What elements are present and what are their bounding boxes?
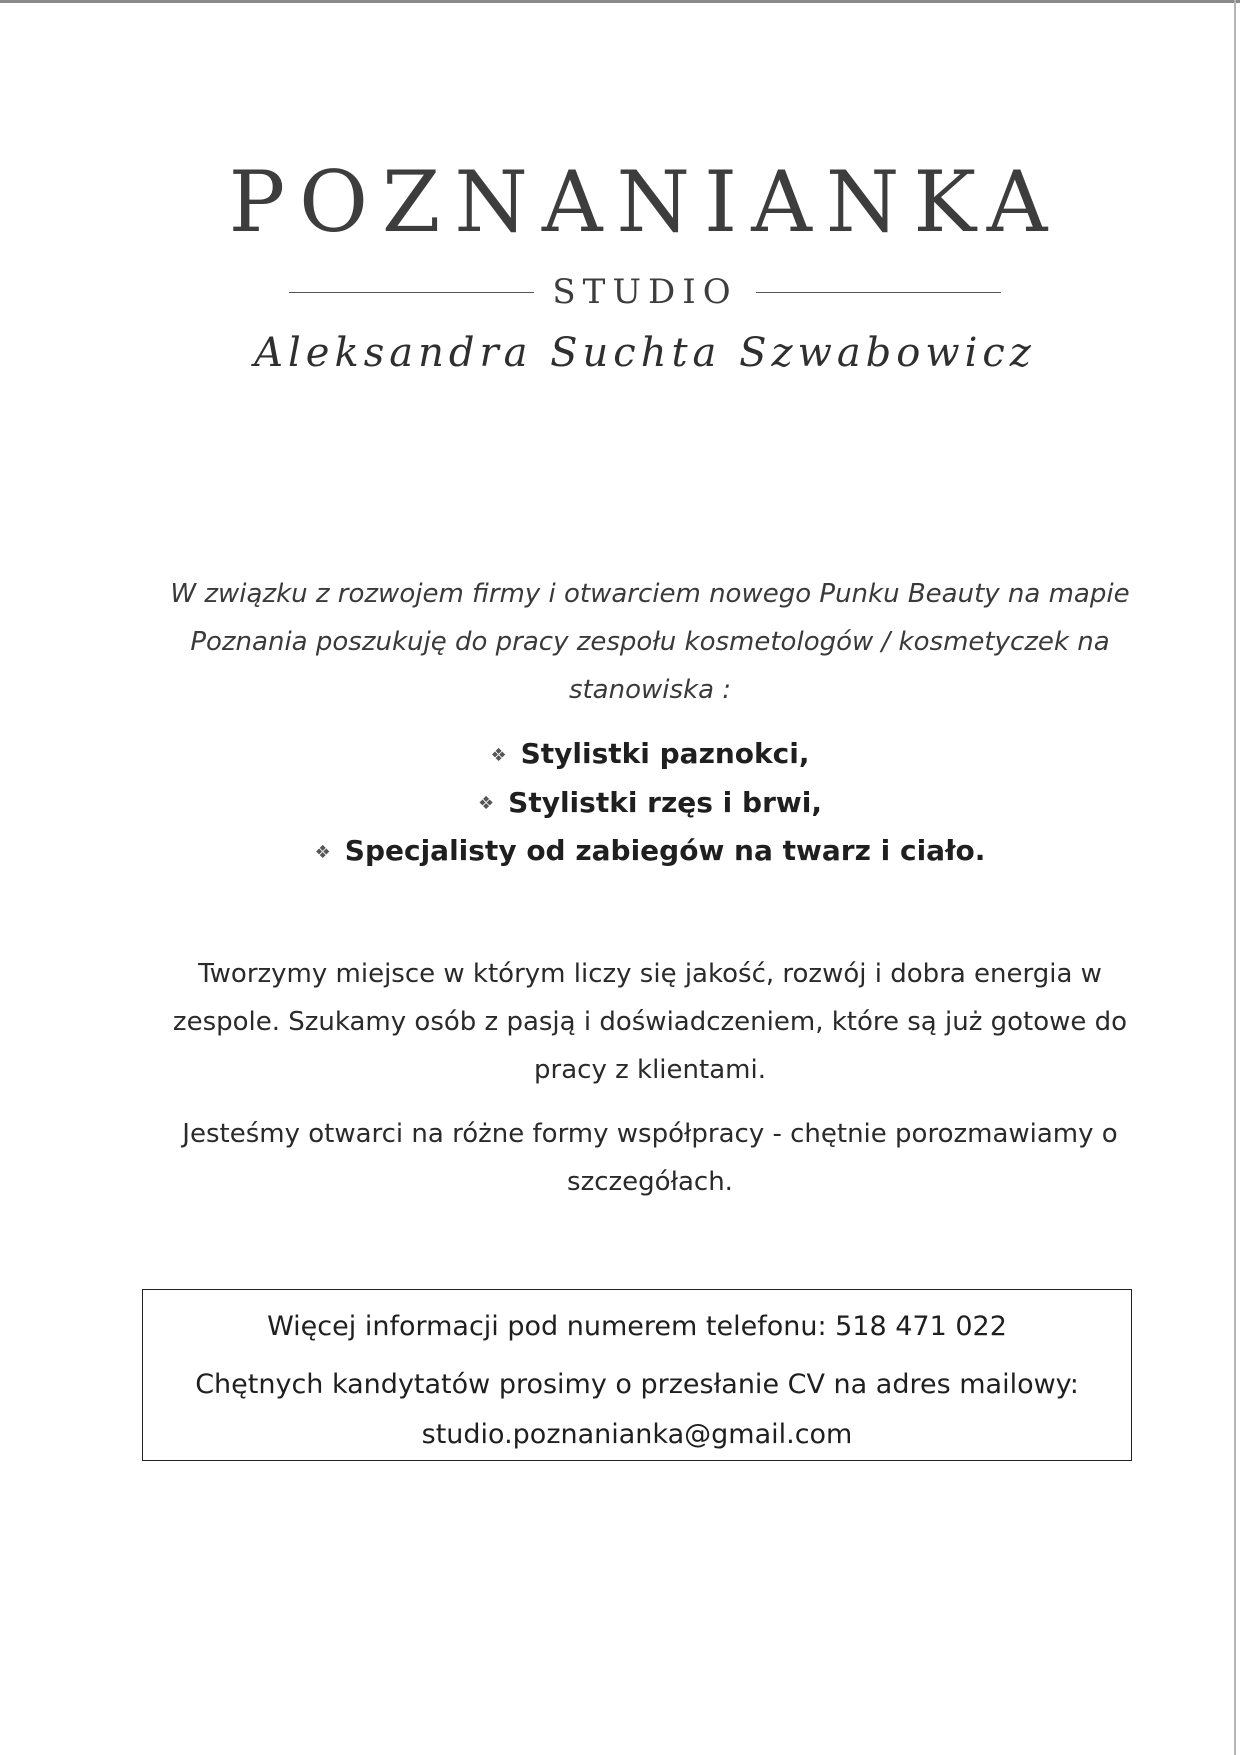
- logo-subtitle-row: [0, 272, 1240, 312]
- scan-right-edge: [1234, 0, 1236, 1755]
- position-label: Stylistki paznokci,: [520, 737, 810, 770]
- diamond-bullet-icon: ❖: [314, 841, 331, 863]
- scan-top-edge: [0, 0, 1240, 3]
- contact-phone-line: Więcej informacji pod numerem telefonu: 518 471 022: [267, 1311, 1007, 1342]
- body-paragraph-2: Jesteśmy otwarci na różne formy współpracy - chętnie porozmawiamy o szczegółach.: [182, 1119, 1118, 1197]
- position-item: [150, 827, 1150, 876]
- contact-cv-line: Chętnych kandytatów prosimy o przesłanie CV na adres mailowy:: [195, 1369, 1079, 1400]
- contact-box: [142, 1289, 1132, 1461]
- diamond-bullet-icon: ❖: [490, 744, 507, 766]
- intro-paragraph: W związku z rozwojem firmy i otwarciem nowego Punku Beauty na mapie Poznania poszukuję do pracy zespołu kosmetologów / kosmetyczek na stanowiska :: [170, 579, 1130, 705]
- position-label: Specjalisty od zabiegów na twarz i ciało.: [344, 834, 986, 867]
- logo-left-rule: [289, 292, 534, 293]
- position-item: [150, 730, 1150, 779]
- body-paragraph-1: Tworzymy miejsce w którym liczy się jakość, rozwój i dobra energia w zespole. Szukamy osób z pasją i doświadczeniem, które są już gotowe do pracy z klientami.: [172, 959, 1128, 1085]
- positions-list: [150, 730, 1150, 876]
- position-label: Stylistki rzęs i brwi,: [508, 785, 822, 819]
- diamond-bullet-icon: ❖: [478, 793, 495, 814]
- logo-signature: Aleksandra Suchta Szwabowicz: [254, 330, 1036, 376]
- logo-subtitle: STUDIO: [552, 272, 738, 312]
- contact-email: studio.poznanianka@gmail.com: [421, 1419, 853, 1450]
- logo-title: POZNANIANKA: [228, 153, 1062, 251]
- position-item: [150, 779, 1150, 828]
- studio-logo: [0, 153, 1240, 251]
- logo-right-rule: [756, 292, 1001, 293]
